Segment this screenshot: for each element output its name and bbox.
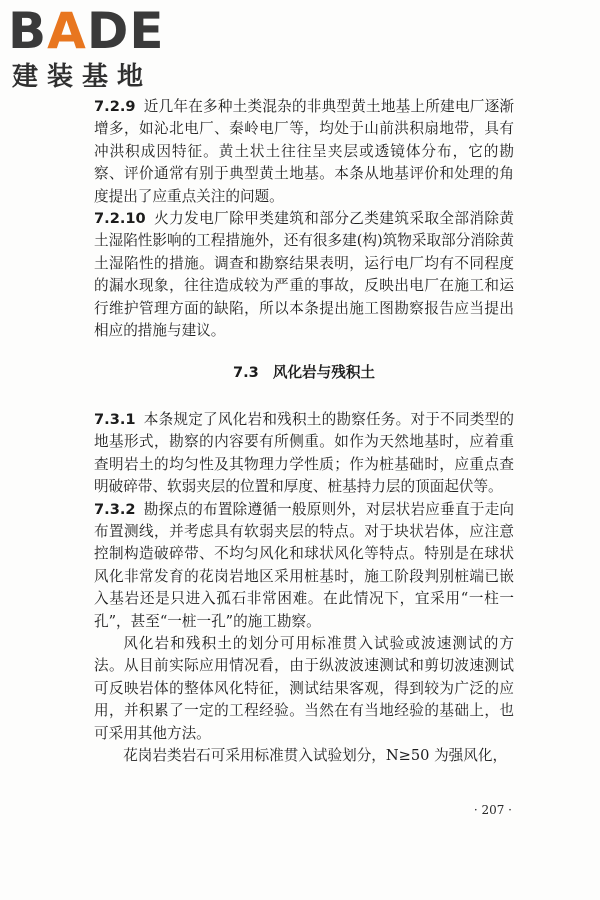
clause-7-3-1: [94, 409, 514, 499]
section-heading: [94, 362, 514, 384]
clause-text: 本条规定了风化岩和残积土的勘察任务。对于不同类型的地基形式，勘察的内容要有所侧重。如作为天然地基时，应着重查明岩土的均匀性及其物理力学性质；作为桩基础时，应重点查明破碎带、软弱夹层的位置和厚度、桩基持力层的顶面起伏等。: [94, 410, 514, 496]
logo-letter-b: B: [8, 2, 48, 60]
body-paragraph: 花岗岩类岩石可采用标准贯入试验划分，N≥50 为强风化，: [123, 746, 508, 764]
page-body: [94, 96, 514, 767]
clause-7-2-10: [94, 208, 514, 342]
clause-number: 7.2.10: [94, 210, 146, 228]
clause-number: 7.2.9: [94, 98, 136, 115]
logo-mark: [8, 2, 165, 60]
logo-letters-de: DE: [86, 2, 165, 60]
clause-number: 7.3.1: [94, 410, 136, 428]
clause-text: 火力发电厂除甲类建筑和部分乙类建筑采取全部消除黄土湿陷性影响的工程措施外，还有很多建(构)筑物采取部分消除黄土湿陷性的措施。调查和勘察结果表明，运行电厂均有不同程度的漏水现象，往往造成较为严重的事故，反映出电厂在施工和运行维护管理方面的缺陷，所以本条提出施工图勘察报告应当提出相应的措施与建议。: [94, 210, 515, 340]
clause-7-2-9: [94, 96, 514, 208]
logo: [8, 2, 178, 96]
page-number: · 207 ·: [473, 803, 512, 817]
clause-7-3-2: [94, 499, 514, 633]
clause-text: 近几年在多种土类混杂的非典型黄土地基上所建电厂逐渐增多，如沁北电厂、秦岭电厂等，均处于山前洪积扇地带，具有冲洪积成因特征。黄土状土往往呈夹层或透镜体分布，它的勘察、评价通常有别于典型黄土地基。本条从地基评价和处理的角度提出了应重点关注的问题。: [94, 98, 514, 205]
clause-text: 勘探点的布置除遵循一般原则外，对层状岩应垂直于走向布置测线，并考虑具有软弱夹层的特点。对于块状岩体，应注意控制构造破碎带、不均匀风化和球状风化等特点。特别是在球状风化非常发育的花岗岩地区采用桩基时，施工阶段判别桩端已嵌入基岩还是只进入孤石非常困难。在此情况下，宜采用“一柱一孔”，甚至“一桩一孔”的施工勘察。: [94, 500, 514, 630]
section-title: 风化岩与残积土: [272, 364, 376, 382]
logo-letter-a: A: [47, 2, 87, 60]
body-paragraph: 风化岩和残积土的划分可用标准贯入试验或波速测试的方法。从目前实际应用情况看，由于纵波波速测试和剪切波速测试可反映岩体的整体风化特征，测试结果客观，得到较为广泛的应用，并积累了一定的工程经验。当然在有当地经验的基础上，也可采用其他方法。: [94, 634, 514, 742]
clause-number: 7.3.2: [94, 500, 136, 518]
section-number: 7.3: [232, 364, 259, 382]
logo-subtitle: 建装基地: [12, 62, 153, 92]
